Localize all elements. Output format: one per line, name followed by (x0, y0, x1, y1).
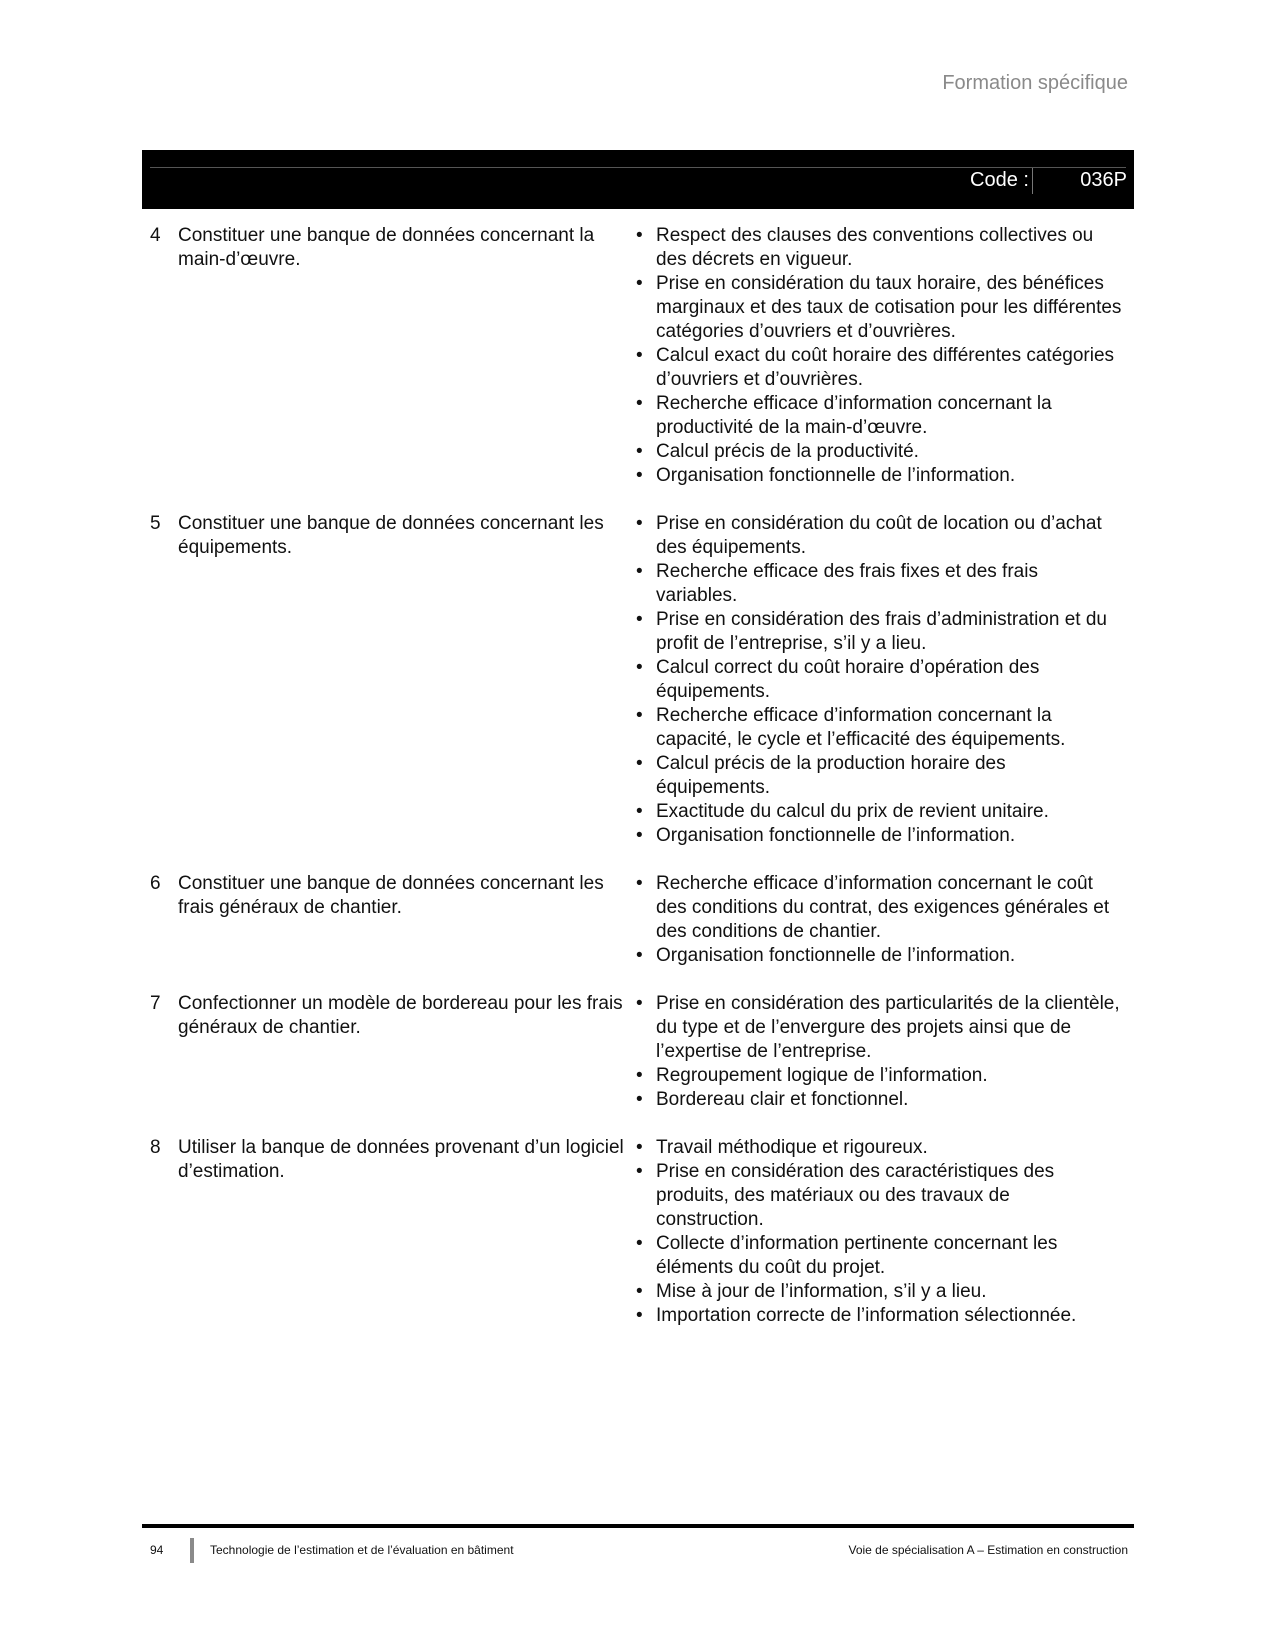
list-item: • Organisation fonctionnelle de l’information. (632, 944, 1122, 968)
objective-number: 5 (150, 513, 161, 534)
list-item: • Respect des clauses des conventions collectives ou des décrets en vigueur. (632, 224, 1122, 272)
list-item: • Travail méthodique et rigoureux. (632, 1136, 1122, 1160)
section-title: Formation spécifique (942, 72, 1128, 94)
objective-text: Utiliser la banque de données provenant d’un logiciel d’estimation. (178, 1137, 624, 1182)
list-item: • Recherche efficace des frais fixes et des frais variables. (632, 560, 1122, 608)
list-item: • Calcul précis de la production horaire des équipements. (632, 752, 1122, 800)
objective-text: Confectionner un modèle de bordereau pour les frais généraux de chantier. (178, 993, 623, 1038)
objective-cell (142, 224, 632, 488)
list-item: • Recherche efficace d’information concernant la capacité, le cycle et l’efficacité des équipements. (632, 704, 1122, 752)
objective-text: Constituer une banque de données concernant les frais généraux de chantier. (178, 873, 604, 918)
list-item: • Organisation fonctionnelle de l’information. (632, 824, 1122, 848)
list-item: • Bordereau clair et fonctionnel. (632, 1088, 1122, 1112)
list-item: • Prise en considération du taux horaire, des bénéfices marginaux et des taux de cotisation pour les différentes catégories d’ouvriers et d’ouvrières. (632, 272, 1122, 344)
code-bar-divider (150, 167, 1126, 168)
criteria-cell (632, 1136, 1122, 1328)
list-item: • Organisation fonctionnelle de l’information. (632, 464, 1122, 488)
code-value: 036P (1080, 169, 1127, 191)
criteria-cell (632, 224, 1122, 488)
objectives-table (142, 224, 1134, 1352)
table-row (142, 1136, 1134, 1328)
table-row (142, 872, 1134, 968)
list-item: • Prise en considération du coût de location ou d’achat des équipements. (632, 512, 1122, 560)
objective-number: 4 (150, 225, 161, 246)
objective-cell (142, 512, 632, 848)
list-item: • Calcul exact du coût horaire des différentes catégories d’ouvriers et d’ouvrières. (632, 344, 1122, 392)
objective-number: 7 (150, 993, 161, 1014)
objective-cell (142, 992, 632, 1112)
criteria-list (632, 992, 1122, 1112)
objective-number: 6 (150, 873, 161, 894)
table-row (142, 992, 1134, 1112)
criteria-list (632, 872, 1122, 968)
list-item: • Mise à jour de l’information, s’il y a lieu. (632, 1280, 1122, 1304)
objective-text: Constituer une banque de données concernant les équipements. (178, 513, 604, 558)
list-item: • Collecte d’information pertinente concernant les éléments du coût du projet. (632, 1232, 1122, 1280)
page-number: 94 (150, 1543, 164, 1557)
criteria-list (632, 512, 1122, 848)
list-item: • Prise en considération des frais d’administration et du profit de l’entreprise, s’il y a lieu. (632, 608, 1122, 656)
code-label: Code : (970, 169, 1029, 191)
criteria-list (632, 224, 1122, 488)
objective-cell (142, 872, 632, 968)
criteria-list (632, 1136, 1122, 1328)
footer-rule (142, 1524, 1134, 1528)
objective-number: 8 (150, 1137, 161, 1158)
table-row (142, 224, 1134, 488)
list-item: • Regroupement logique de l’information. (632, 1064, 1122, 1088)
list-item: • Recherche efficace d’information concernant la productivité de la main-d’œuvre. (632, 392, 1122, 440)
code-separator (1032, 168, 1033, 194)
criteria-cell (632, 992, 1122, 1112)
criteria-cell (632, 512, 1122, 848)
list-item: • Importation correcte de l’information sélectionnée. (632, 1304, 1122, 1328)
list-item: • Prise en considération des caractéristiques des produits, des matériaux ou des travaux de construction. (632, 1160, 1122, 1232)
objective-text: Constituer une banque de données concernant la main-d’œuvre. (178, 225, 595, 270)
list-item: • Exactitude du calcul du prix de revient unitaire. (632, 800, 1122, 824)
criteria-cell (632, 872, 1122, 968)
footer-separator (190, 1538, 194, 1563)
footer-document-title: Technologie de l’estimation et de l’évaluation en bâtiment (210, 1543, 514, 1557)
list-item: • Recherche efficace d’information concernant le coût des conditions du contrat, des exigences générales et des conditions de chantier. (632, 872, 1122, 944)
list-item: • Calcul précis de la productivité. (632, 440, 1122, 464)
table-row (142, 512, 1134, 848)
list-item: • Calcul correct du coût horaire d’opération des équipements. (632, 656, 1122, 704)
footer-specialization: Voie de spécialisation A – Estimation en construction (848, 1543, 1128, 1557)
list-item: • Prise en considération des particularités de la clientèle, du type et de l’envergure des projets ainsi que de l’expertise de l’entreprise. (632, 992, 1122, 1064)
objective-cell (142, 1136, 632, 1328)
